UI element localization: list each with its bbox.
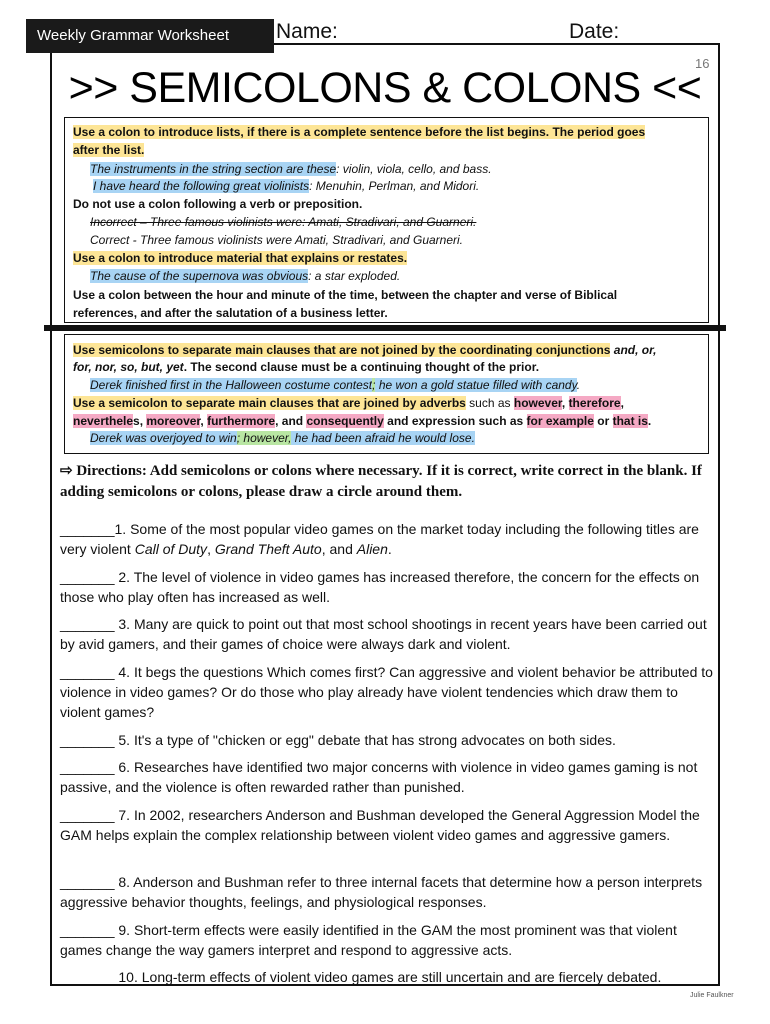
question-10: _______ 10. Long-term effects of violent video games are still uncertain and are fiercely debated. (60, 969, 662, 985)
semicolon-example-1-clause-a: Derek finished first in the Halloween costume contest (90, 378, 373, 392)
question-1-sep-2: , and (321, 541, 357, 557)
semicolon-rule-1-rest: . The second clause must be a continuing thought of the prior. (183, 360, 540, 374)
expression-for-example: for example (526, 414, 594, 428)
colon-example-2-clause: I have heard the following great violinists (93, 179, 310, 193)
adverb-furthermore: furthermore (207, 414, 276, 428)
question-5: _______ 5. It's a type of "chicken or egg" debate that has strong advocates on both sides. (60, 732, 616, 748)
page-number: 16 (695, 56, 710, 71)
colon-example-1-list: : violin, viola, cello, and bass. (336, 162, 492, 176)
semicolon-example-1-mark: ; (372, 378, 376, 392)
sep-3: , (139, 414, 147, 428)
colon-example-2-list: : Menuhin, Perlman, and Midori. (309, 179, 480, 193)
semicolon-rule-1-text: Use semicolons to separate main clauses that are not joined by the coordinating conjunctions (73, 343, 611, 357)
directions-text: Directions: Add semicolons or colons where necessary. If it is correct, write correct in the blank. If adding semicolons or colons, please draw a circle around them. (60, 463, 702, 500)
sep-2: , (620, 396, 624, 410)
worksheet-tag: Weekly Grammar Worksheet (26, 19, 274, 53)
name-label: Name: (276, 20, 338, 43)
colon-rule-2: Do not use a colon following a verb or preposition. (73, 197, 363, 211)
question-9: _______ 9. Short-term effects were easily identified in the GAM the most prominent was that violent games change the way gamers interpret and respond to aggressive acts. (60, 922, 677, 958)
question-7: _______ 7. In 2002, researchers Anderson and Bushman developed the General Aggression Model the GAM helps explain the complex relationship between violent video games and aggressive gamers. (60, 807, 700, 843)
semicolon-example-2-clause-b: he had been afraid he would lose. (291, 431, 475, 445)
adverb-nevertheless: neverthele (73, 414, 134, 428)
question-6: _______ 6. Researches have identified two major concerns with violence in video games gaming is not passive, and the violence is often rewarded rather than punished. (60, 759, 698, 795)
question-1 (60, 519, 720, 559)
sep-8: . (647, 414, 652, 428)
semicolon-example-2-clause-a: Derek was overjoyed to win (90, 431, 237, 445)
semicolon-rule-2 (73, 396, 624, 411)
semicolon-example-2 (90, 431, 475, 446)
adverb-consequently: consequently (306, 414, 384, 428)
directions (60, 461, 720, 503)
colon-rule-3 (73, 251, 407, 266)
date-label: Date: (569, 20, 620, 43)
semicolon-rule-2-cont (73, 414, 651, 429)
colon-rule-1-text-b: after the list. (73, 143, 145, 157)
adverb-however: however (513, 396, 562, 410)
colon-rule-1-text-a: Use a colon to introduce lists, if there is a complete sentence before the list begins. The period goes (73, 125, 646, 139)
adverb-nevertheless-end: s (133, 414, 140, 428)
question-4: _______ 4. It begs the questions Which comes first? Can aggressive and violent behavior be attributed to violence in video games? Or do those who play already have violent tendencies which draw them to violent games? (60, 664, 713, 720)
colon-example-3-rest: : a star exploded. (308, 269, 401, 283)
semicolon-example-1 (90, 378, 580, 393)
semicolon-rule-1-conjunctions: and, or, (610, 343, 657, 357)
colon-example-3-clause: The cause of the supernova was obvious (90, 269, 309, 283)
sep-5: , and (275, 414, 307, 428)
question-1-sep-1: , (207, 541, 215, 557)
semicolon-rule-2-text: Use a semicolon to separate main clauses that are joined by adverbs (73, 396, 466, 410)
semicolon-rule-2-such-as: such as (465, 396, 514, 410)
colon-rule-1-cont (73, 143, 144, 158)
page-title: >> SEMICOLONS & COLONS << (68, 64, 702, 112)
sep-7: or (593, 414, 613, 428)
question-1-text: _______1. Some of the most popular video games on the market today including the following titles are very violent (60, 521, 699, 557)
colon-rule-3-text: Use a colon to introduce material that explains or restates. (73, 251, 408, 265)
question-1-end: . (387, 541, 392, 557)
colon-example-2 (93, 179, 479, 194)
title-grand-theft-auto: Grand Theft Auto (214, 541, 322, 557)
semicolon-rule-1-cont (73, 360, 539, 375)
semicolon-rule-1 (73, 343, 656, 358)
colon-example-3 (90, 269, 400, 284)
sep-4: , (200, 414, 208, 428)
question-3: _______ 3. Many are quick to point out that most school shootings in recent years have been carried out by avid gamers, and their games of choice were always dark and violent. (60, 616, 707, 652)
colon-example-1-clause: The instruments in the string section are these (90, 162, 337, 176)
section-divider (44, 325, 726, 331)
semicolon-example-2-mark: ; however, (236, 431, 292, 445)
semicolon-example-1-end: . (576, 378, 581, 392)
colon-correct-example: Correct - Three famous violinists were Amati, Stradivari, and Guarneri. (90, 233, 464, 247)
colon-rule-4: Use a colon between the hour and minute of the time, between the chapter and verse of Biblical (73, 288, 618, 302)
expression-that-is: that is (612, 414, 648, 428)
question-2: _______ 2. The level of violence in video games has increased therefore, the concern for the effects on those who play often has increased as well. (60, 569, 700, 605)
title-alien: Alien (356, 541, 388, 557)
arrow-icon: ⇨ (60, 463, 73, 479)
author-credit: Julie Faulkner (690, 992, 734, 999)
question-8: _______ 8. Anderson and Bushman refer to three internal facets that determine how a person interprets aggressive behavior thoughts, feelings, and physiological responses. (60, 874, 703, 910)
colon-example-1 (90, 162, 492, 177)
adverb-moreover: moreover (146, 414, 201, 428)
colon-incorrect-example: Incorrect – Three famous violinists were: Amati, Stradivari, and Guarneri. (90, 215, 477, 229)
sep-1: , (561, 396, 569, 410)
colon-rule-1 (73, 125, 645, 140)
semicolon-rule-1-conjunctions-2: for, nor, so, but, yet (73, 360, 184, 374)
semicolon-example-1-clause-b: he won a gold statue filled with candy (375, 378, 577, 392)
title-call-of-duty: Call of Duty (134, 541, 208, 557)
adverb-therefore: therefore (568, 396, 621, 410)
sep-6: and expression such as (383, 414, 527, 428)
colon-rule-4-cont: references, and after the salutation of a business letter. (73, 306, 388, 320)
